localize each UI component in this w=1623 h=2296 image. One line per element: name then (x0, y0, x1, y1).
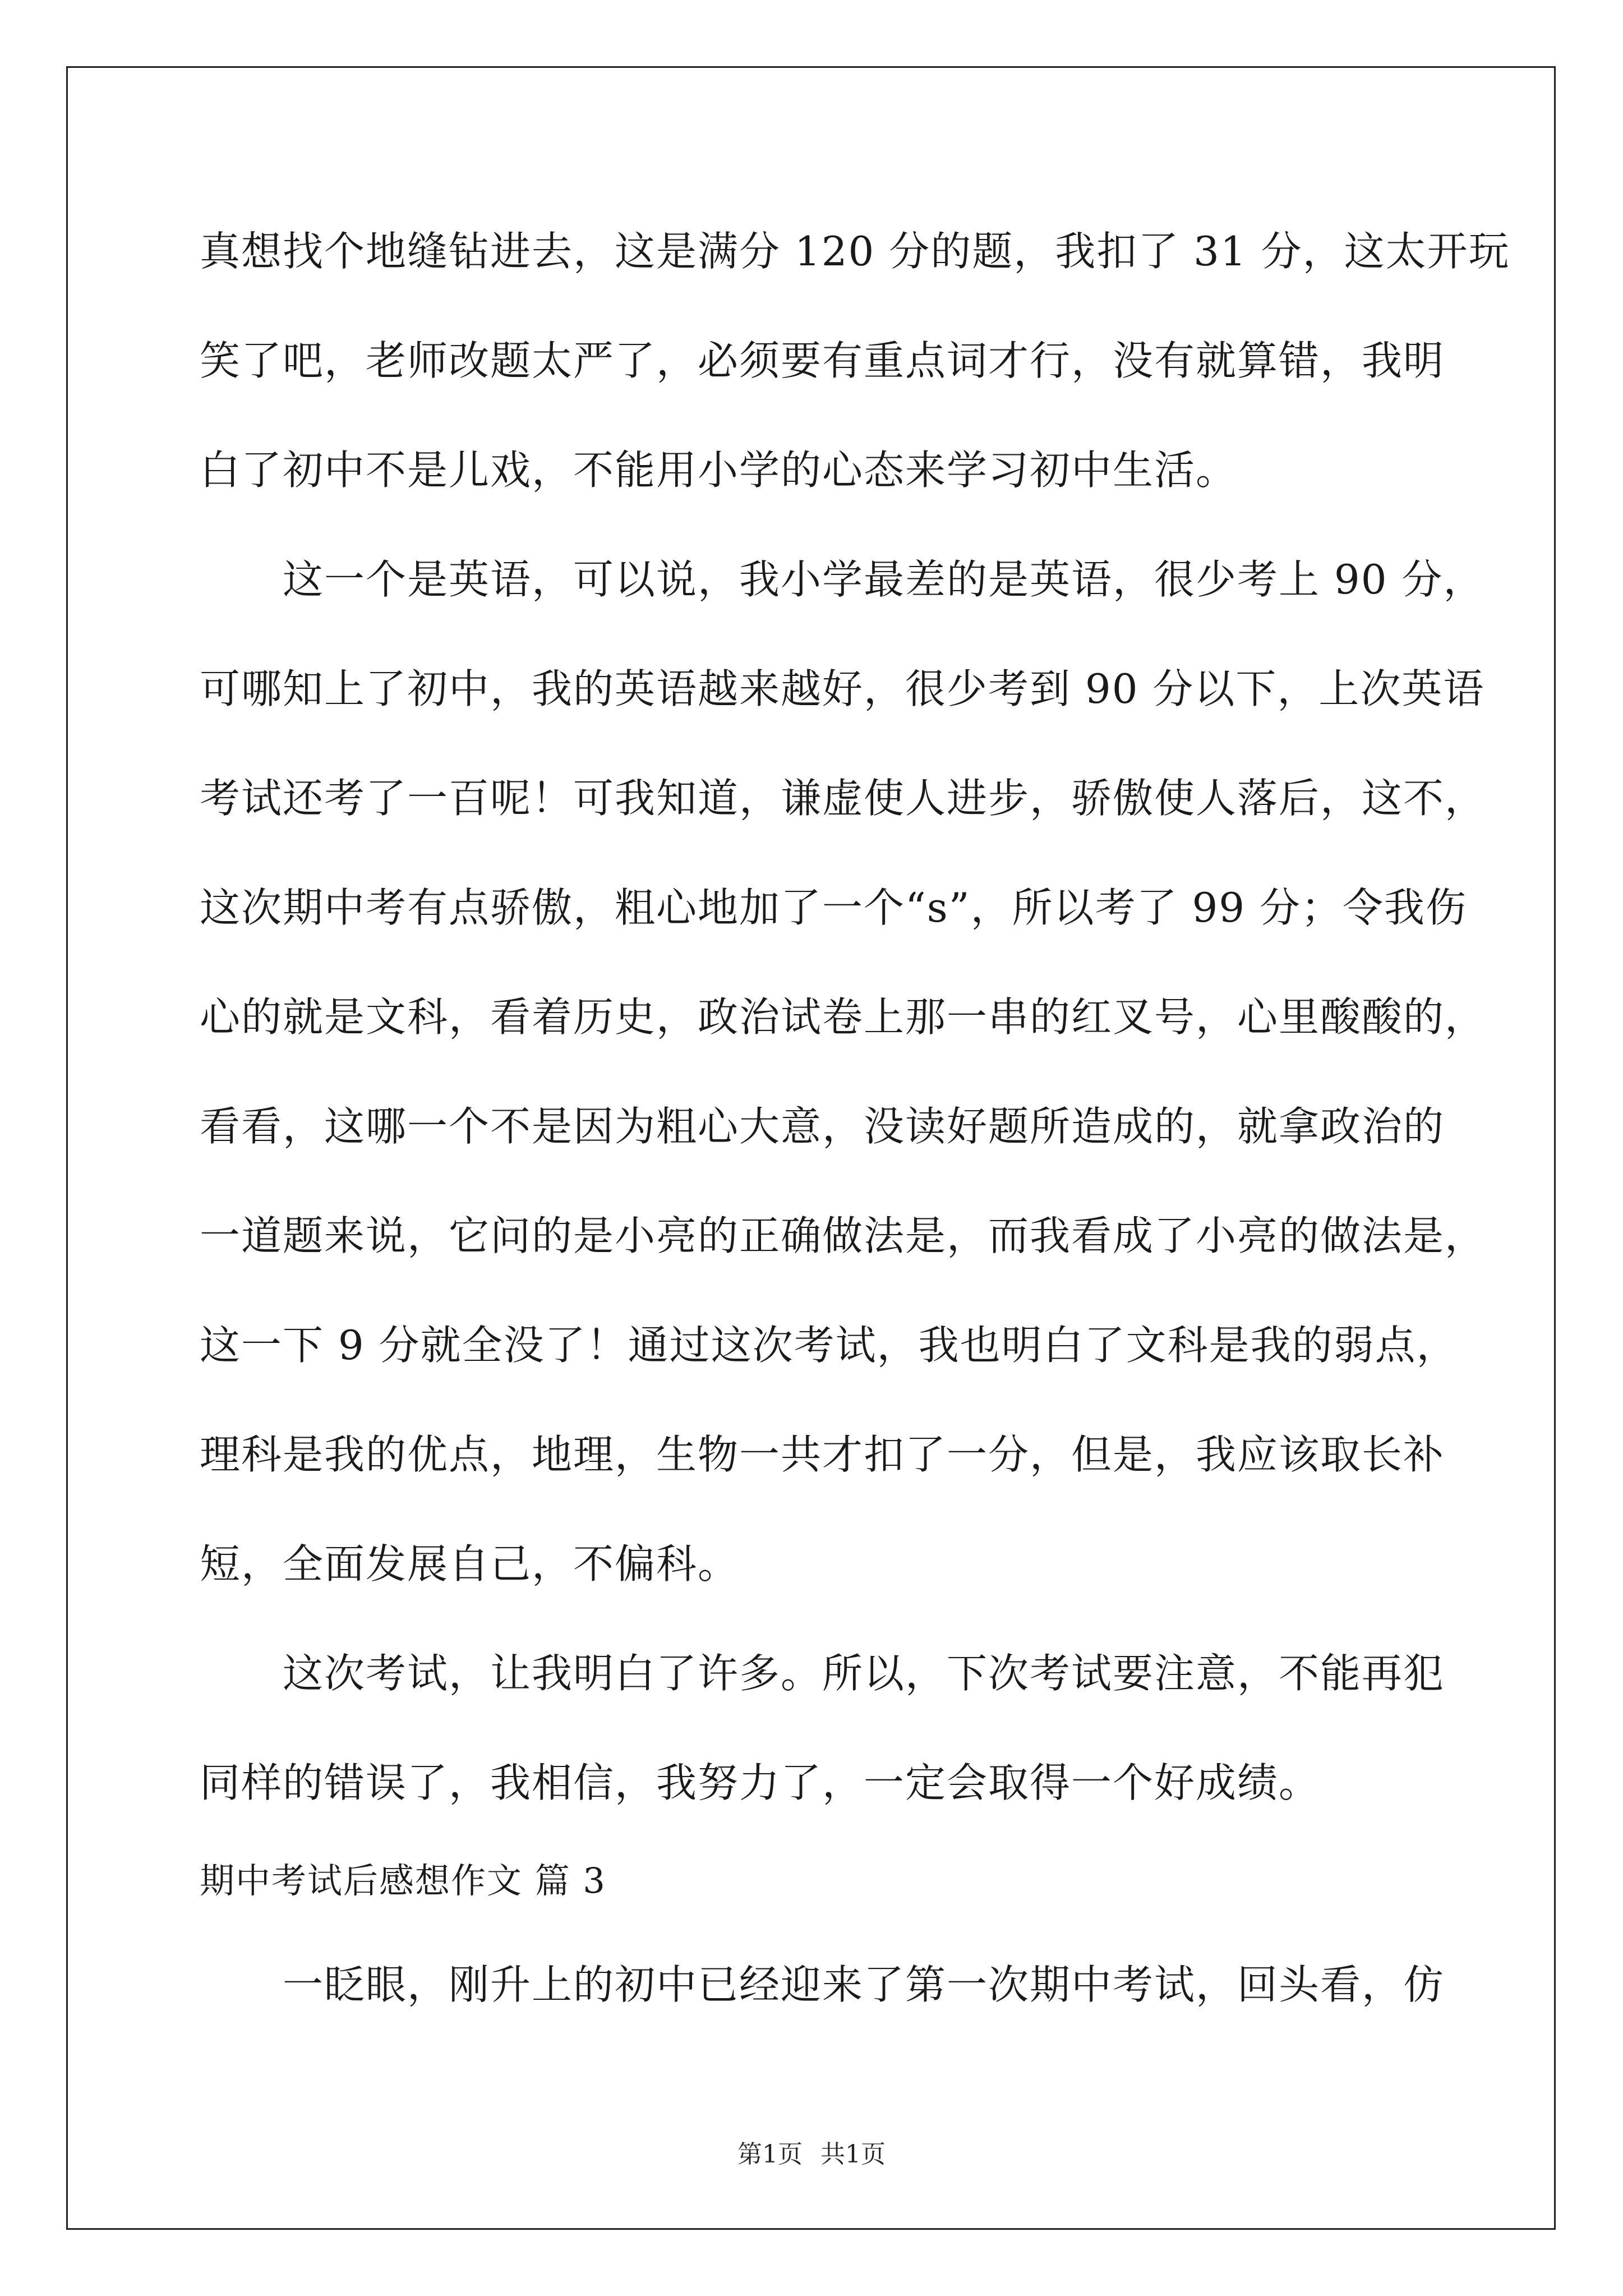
body-text-line: 考试还考了一百呢！可我知道，谦虚使人进步，骄傲使人落后，这不， (200, 775, 1487, 822)
body-text-line: 真想找个地缝钻进去，这是满分 120 分的题，我扣了 31 分，这太开玩 (200, 228, 1510, 275)
body-text-line: 一道题来说，它问的是小亮的正确做法是，而我看成了小亮的做法是， (200, 1212, 1487, 1259)
body-text-line: 一眨眼，刚升上的初中已经迎来了第一次期中考试，回头看，仿 (283, 1961, 1445, 2008)
section-heading: 期中考试后感想作文 篇 3 (200, 1860, 606, 1901)
body-text-line: 白了初中不是儿戏，不能用小学的心态来学习初中生活。 (200, 447, 1238, 494)
body-text-line: 这次期中考有点骄傲，粗心地加了一个“s”，所以考了 99 分；令我伤 (200, 884, 1467, 931)
body-text-line: 这一个是英语，可以说，我小学最差的是英语，很少考上 90 分， (283, 556, 1485, 603)
body-text-line: 这次考试，让我明白了许多。所以，下次考试要注意，不能再犯 (283, 1650, 1445, 1697)
body-text-line: 看看，这哪一个不是因为粗心大意，没读好题所造成的，就拿政治的 (200, 1103, 1445, 1150)
body-text-line: 笑了吧，老师改题太严了，必须要有重点词才行，没有就算错，我明 (200, 337, 1445, 384)
body-text-line: 心的就是文科，看着历史，政治试卷上那一串的红叉号，心里酸酸的， (200, 993, 1487, 1041)
body-text-line: 短，全面发展自己，不偏科。 (200, 1540, 740, 1588)
body-text-line: 理科是我的优点，地理，生物一共才扣了一分，但是，我应该取长补 (200, 1431, 1445, 1478)
page-footer: 第1页 共1页 (737, 2140, 886, 2169)
body-text-line: 可哪知上了初中，我的英语越来越好，很少考到 90 分以下，上次英语 (200, 665, 1485, 712)
body-text-line: 同样的错误了，我相信，我努力了，一定会取得一个好成绩。 (200, 1759, 1321, 1806)
body-text-line: 这一下 9 分就全没了！通过这次考试，我也明白了文科是我的弱点， (200, 1322, 1458, 1369)
